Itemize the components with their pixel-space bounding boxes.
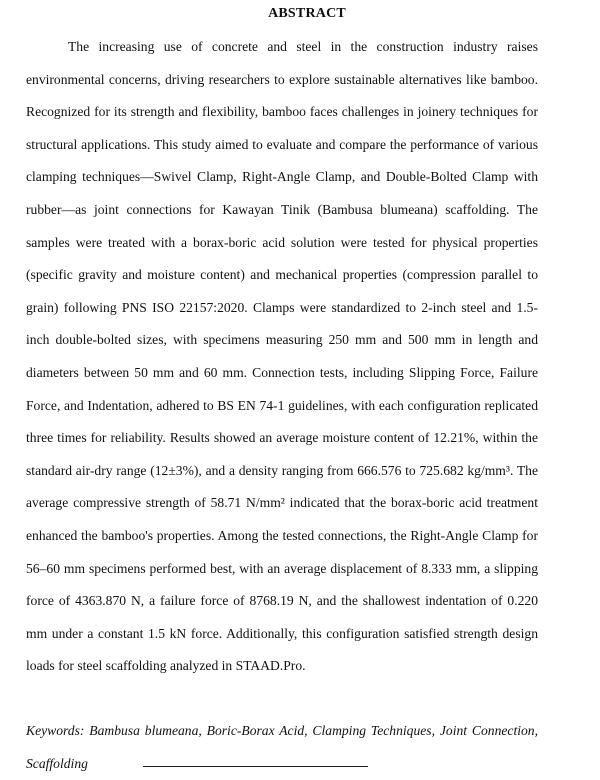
- keywords-list: Bambusa blumeana, Boric-Borax Acid, Clamping Techniques, Joint Connection, Scaffolding: [26, 723, 538, 771]
- abstract-heading: ABSTRACT: [268, 6, 346, 21]
- footnote-separator-rule: [143, 766, 368, 767]
- keywords-line: [26, 715, 538, 780]
- keywords-label: Keywords:: [26, 723, 85, 738]
- abstract-paragraph: The increasing use of concrete and steel in the construction industry raises environmental concerns, driving researchers to explore sustainable alternatives like bamboo. Recognized for its strength and flexibility, bamboo faces challenges in joinery techniques for structural applications. This study aimed to evaluate and compare the performance of various clamping techniques—Swivel Clamp, Right-Angle Clamp, and Double-Bolted Clamp with rubber—as joint connections for Kawayan Tinik (Bambusa blumeana) scaffolding. The samples were treated with a borax-boric acid solution were tested for physical properties (specific gravity and moisture content) and mechanical properties (compression parallel to grain) following PNS ISO 22157:2020. Clamps were standardized to 2-inch steel and 1.5-inch double-bolted sizes, with specimens measuring 250 mm and 500 mm in length and diameters between 50 mm and 60 mm. Connection tests, including Slipping Force, Failure Force, and Indentation, adhered to BS EN 74-1 guidelines, with each configuration replicated three times for reliability. Results showed an average moisture content of 12.21%, within the standard air-dry range (12±3%), and a density ranging from 666.576 to 725.682 kg/mm³. The average compressive strength of 58.71 N/mm² indicated that the borax-boric acid treatment enhanced the bamboo's properties. Among the tested connections, the Right-Angle Clamp for 56–60 mm specimens performed best, with an average displacement of 8.333 mm, a slipping force of 4363.870 N, a failure force of 8768.19 N, and the shallowest indentation of 0.220 mm under a constant 1.5 kN force. Additionally, this configuration satisfied strength design loads for steel scaffolding analyzed in STAAD.Pro.: [26, 39, 538, 674]
